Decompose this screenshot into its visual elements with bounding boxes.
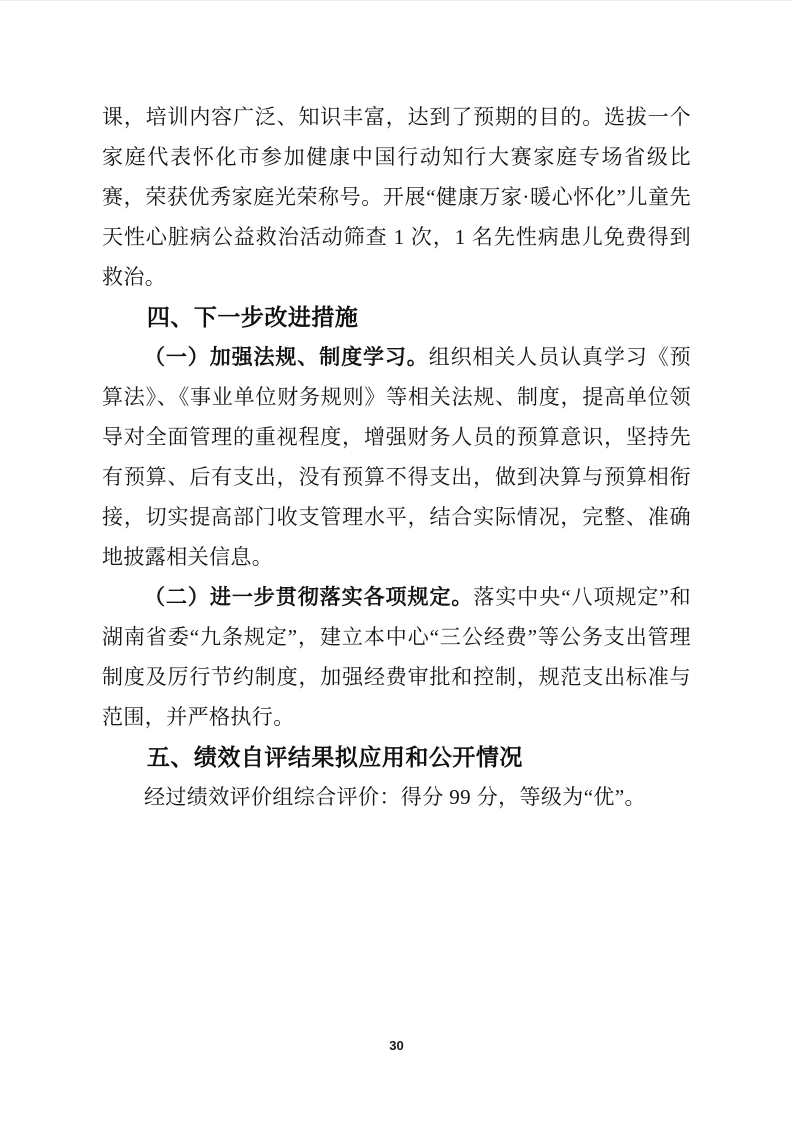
item-two-text: 落实中央“八项规定”和湖南省委“九条规定”，建立本中心“三公经费”等公务支出管理制度及厉行节约制度，加强经费审批和控制，规范支出标准与范围，并严格执行。 (102, 585, 691, 729)
section-heading-four: 四、下一步改进措施 (146, 304, 359, 330)
page-footer (0, 1037, 793, 1055)
paragraph-item-two (102, 577, 691, 737)
item-one-lead: （一）加强法规、制度学习。 (144, 345, 429, 369)
paragraph-conclusion: 经过绩效评价组综合评价：得分 99 分，等级为“优”。 (144, 785, 646, 809)
paragraph-continuation: 课，培训内容广泛、知识丰富，达到了预期的目的。选拔一个家庭代表怀化市参加健康中国行动知行大赛家庭专场省级比赛，荣获优秀家庭光荣称号。开展“健康万家·暖心怀化”儿童先天性心脏病公益救治活动筛查 1 次，1 名先性病患儿免费得到救治。 (102, 105, 691, 289)
document-body (102, 97, 691, 817)
paragraph-item-one (102, 337, 691, 577)
page-number: 30 (389, 1038, 404, 1053)
item-two-lead: （二）进一步贯彻落实各项规定。 (144, 585, 474, 609)
item-one-text: 组织相关人员认真学习《预算法》、《事业单位财务规则》等相关法规、制度，提高单位领导对全面管理的重视程度，增强财务人员的预算意识，坚持先有预算、后有支出，没有预算不得支出，做到决算与预算相衔接，切实提高部门收支管理水平，结合实际情况，完整、准确地披露相关信息。 (102, 345, 691, 569)
section-heading-five: 五、绩效自评结果拟应用和公开情况 (146, 744, 523, 770)
